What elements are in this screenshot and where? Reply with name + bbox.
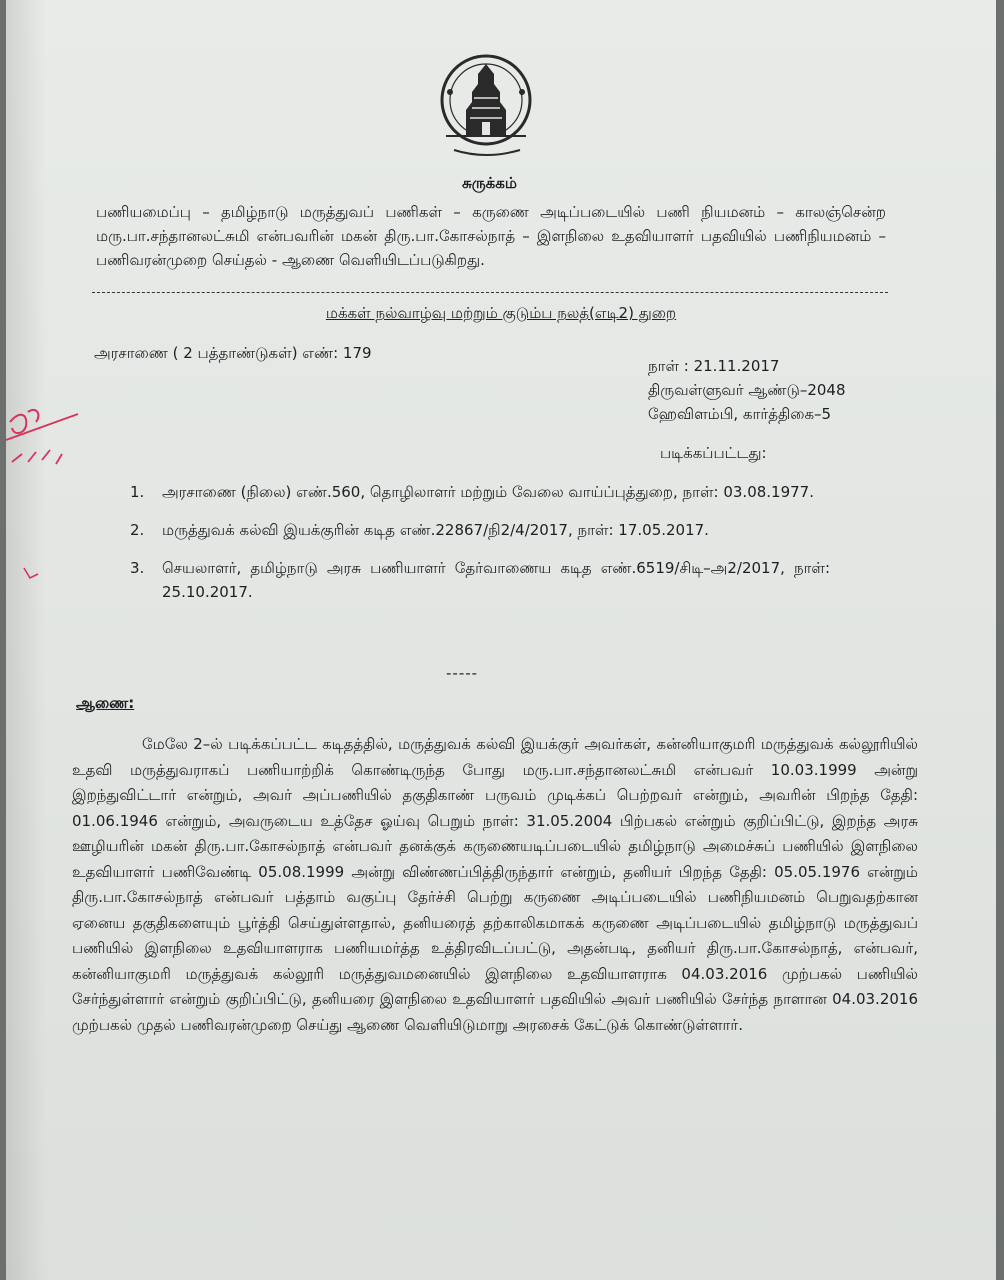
- tamilnadu-government-emblem: [424, 52, 554, 170]
- order-heading: ஆணை:: [76, 694, 135, 712]
- subject-paragraph: பணியமைப்பு – தமிழ்நாடு மருத்துவப் பணிகள் – கருணை அடிப்படையில் பணி நியமனம் – காலஞ்சென்ற மரு.பா.சந்தானலட்சுமி என்பவரின் மகன் திரு.பா.கோசல்நாத் – இளநிலை உதவியாளர் பதவியில் பணிநியமனம் – பணிவரன்முறை செய்தல் - ஆணை வெளியிடப்படுகிறது.: [96, 203, 886, 269]
- reference-item: [130, 480, 830, 504]
- date-line: நாள் : 21.11.2017: [648, 357, 780, 375]
- summary-heading: சுருக்கம்: [462, 174, 517, 192]
- reference-number: 2.: [130, 521, 145, 539]
- reference-number: 1.: [130, 483, 145, 501]
- reference-list: [130, 480, 830, 618]
- section-separator: -----: [446, 664, 479, 682]
- reference-text: செயலாளர், தமிழ்நாடு அரசு பணியாளர் தேர்வாணைய கடித எண்.6519/சிடி–அ2/2017, நாள்: 25.10.2017.: [162, 559, 830, 601]
- margin-ink-annotation: [6, 392, 86, 592]
- reference-item: [130, 556, 830, 604]
- reference-number: 3.: [130, 559, 145, 577]
- tamil-year-line: திருவள்ளுவர் ஆண்டு–2048: [648, 381, 846, 399]
- government-order-number: அரசாணை ( 2 பத்தாண்டுகள்) எண்: 179: [94, 344, 372, 362]
- dashed-divider: [92, 292, 888, 293]
- reference-text: மருத்துவக் கல்வி இயக்குரின் கடித எண்.22867/நி2/4/2017, நாள்: 17.05.2017.: [162, 521, 709, 539]
- date-block: [648, 354, 846, 426]
- reference-text: அரசாணை (நிலை) எண்.560, தொழிலாளர் மற்றும் வேலை வாய்ப்புத்துறை, நாள்: 03.08.1977.: [162, 483, 814, 501]
- read-heading: படிக்கப்பட்டது:: [660, 444, 767, 462]
- order-body-paragraph: மேலே 2–ல் படிக்கப்பட்ட கடிதத்தில், மருத்துவக் கல்வி இயக்குர் அவர்கள், கன்னியாகுமரி மருத்துவக் கல்லூரியில் உதவி மருத்துவராகப் பணியாற்றிக் கொண்டிருந்த போது மரு.பா.சந்தானலட்சுமி என்பவர் 10.03.1999 அன்று இறந்துவிட்டார் என்றும், அவர் அப்பணியில் தகுதிகாண் பருவம் முடிக்கப் பெற்றவர் என்றும், அவரின் பிறந்த தேதி: 01.06.1946 என்றும், அவருடைய உத்தேச ஓய்வு பெறும் நாள்: 31.05.2004 பிற்பகல் என்றும் குறிப்பிட்டு, இறந்த அரசு ஊழியரின் மகன் திரு.பா.கோசல்நாத் என்பவர் தனக்குக் கருணையடிப்படையில் தமிழ்நாடு அமைச்சுப் பணியில் இளநிலை உதவியாளர் பணிவேண்டி 05.08.1999 அன்று விண்ணப்பித்திருந்தார் என்றும், தனியர் பிறந்த தேதி: 05.05.1976 என்றும் திரு.பா.கோசல்நாத் என்பவர் பத்தாம் வகுப்பு தேர்ச்சி பெற்று கருணை அடிப்படையில் பணிநியமனம் பெறுவதற்கான ஏனைய தகுதிகளையும் பூர்த்தி செய்துள்ளதால், தனியரைத் தற்காலிகமாகக் கருணை அடிப்படையில் தமிழ்நாடு மருத்துவப் பணியில் இளநிலை உதவியாளராக பணியமர்த்த உத்திரவிடப்பட்டு, அதன்படி, தனியர் திரு.பா.கோசல்நாத், என்பவர், கன்னியாகுமரி மருத்துவக் கல்லூரி மருத்துவமனையில் இளநிலை உதவியாளராக 04.03.2016 முற்பகல் பணியில் சேர்ந்துள்ளார் என்றும் குறிப்பிட்டு, தனியரை இளநிலை உதவியாளர் பதவியில் அவர் பணியில் சேர்ந்த நாளான 04.03.2016 முற்பகல் முதல் பணிவரன்முறை செய்து ஆணை வெளியிடுமாறு அரசைக் கேட்டுக் கொண்டுள்ளார்.: [72, 735, 918, 1034]
- tamil-month-line: ஹேவிளம்பி, கார்த்திகை–5: [648, 405, 832, 423]
- department-title: மக்கள் நல்வாழ்வு மற்றும் குடும்ப நலத்(எடி2) துறை: [325, 304, 677, 322]
- document-page: [6, 0, 996, 1280]
- reference-item: [130, 518, 830, 542]
